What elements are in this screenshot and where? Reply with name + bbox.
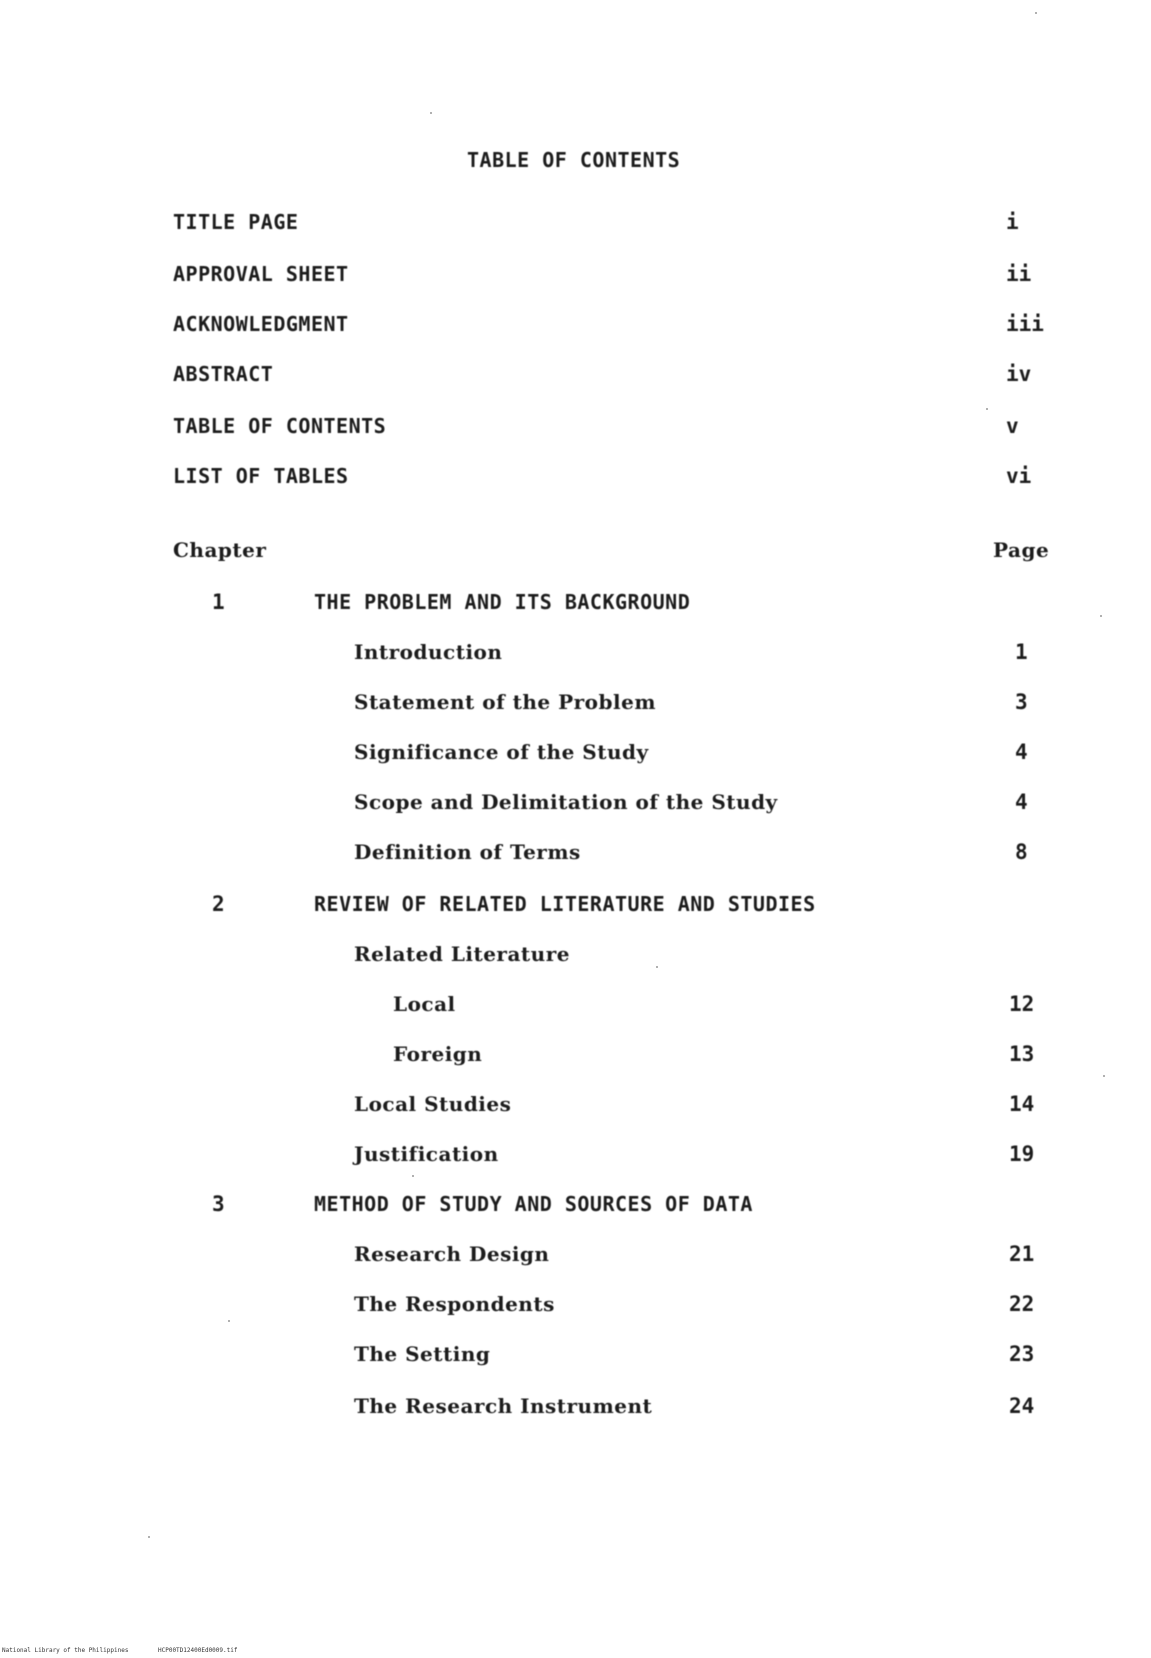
toc-section-label: Local Studies [354, 1092, 512, 1116]
scan-speck [986, 408, 988, 410]
toc-entry-page: vi [1006, 464, 1032, 488]
toc-section-page: 4 [1015, 740, 1028, 764]
scan-speck [1100, 615, 1102, 617]
chapter-title: METHOD OF STUDY AND SOURCES OF DATA [314, 1192, 753, 1216]
toc-section-page: 24 [1009, 1394, 1035, 1418]
page-column-header: Page [993, 538, 1050, 562]
toc-section-label: The Research Instrument [354, 1394, 653, 1418]
toc-entry-label: TABLE OF CONTENTS [173, 414, 387, 438]
chapter-title: REVIEW OF RELATED LITERATURE AND STUDIES [314, 892, 816, 916]
toc-section-label: Significance of the Study [354, 740, 649, 764]
scan-speck [656, 966, 658, 968]
footer-library-name: National Library of the Philippines [2, 1647, 129, 1654]
toc-section-label: Justification [354, 1142, 499, 1166]
scan-speck [412, 1175, 414, 1177]
toc-section-label: Research Design [354, 1242, 550, 1266]
toc-entry-page: i [1006, 210, 1019, 234]
toc-entry-page: iv [1006, 362, 1032, 386]
toc-section-page: 12 [1009, 992, 1035, 1016]
toc-section-page: 13 [1009, 1042, 1035, 1066]
page-title: TABLE OF CONTENTS [467, 148, 681, 172]
toc-entry-label: TITLE PAGE [173, 210, 299, 234]
toc-section-label: The Respondents [354, 1292, 555, 1316]
toc-section-page: 3 [1015, 690, 1028, 714]
scan-speck [228, 1320, 230, 1322]
chapter-number: 3 [212, 1192, 225, 1216]
toc-entry-page: iii [1006, 312, 1044, 336]
scan-speck [430, 112, 432, 114]
toc-section-label: Scope and Delimitation of the Study [354, 790, 778, 814]
toc-entry-label: APPROVAL SHEET [173, 262, 349, 286]
toc-section-label: The Setting [354, 1342, 491, 1366]
toc-section-label: Related Literature [354, 942, 570, 966]
toc-entry-label: ABSTRACT [173, 362, 274, 386]
toc-section-page: 19 [1009, 1142, 1035, 1166]
toc-entry-page: v [1006, 414, 1019, 438]
scan-speck [1035, 12, 1037, 14]
toc-subsection-label: Local [393, 992, 456, 1016]
footer-file-id: HCP00TD12400Ed0009.tif [158, 1647, 238, 1654]
chapter-column-header: Chapter [173, 538, 267, 562]
chapter-number: 1 [212, 590, 225, 614]
chapter-title: THE PROBLEM AND ITS BACKGROUND [314, 590, 691, 614]
toc-entry-page: ii [1006, 262, 1032, 286]
toc-section-page: 22 [1009, 1292, 1035, 1316]
chapter-number: 2 [212, 892, 225, 916]
toc-section-page: 8 [1015, 840, 1028, 864]
toc-section-page: 21 [1009, 1242, 1035, 1266]
toc-section-label: Definition of Terms [354, 840, 581, 864]
toc-section-label: Introduction [354, 640, 503, 664]
scan-speck [148, 1536, 150, 1538]
toc-section-page: 1 [1015, 640, 1028, 664]
toc-entry-label: ACKNOWLEDGMENT [173, 312, 349, 336]
toc-section-page: 14 [1009, 1092, 1035, 1116]
toc-subsection-label: Foreign [393, 1042, 483, 1066]
toc-section-label: Statement of the Problem [354, 690, 656, 714]
toc-section-page: 23 [1009, 1342, 1035, 1366]
toc-section-page: 4 [1015, 790, 1028, 814]
scan-speck [1103, 1075, 1105, 1077]
toc-entry-label: LIST OF TABLES [173, 464, 349, 488]
